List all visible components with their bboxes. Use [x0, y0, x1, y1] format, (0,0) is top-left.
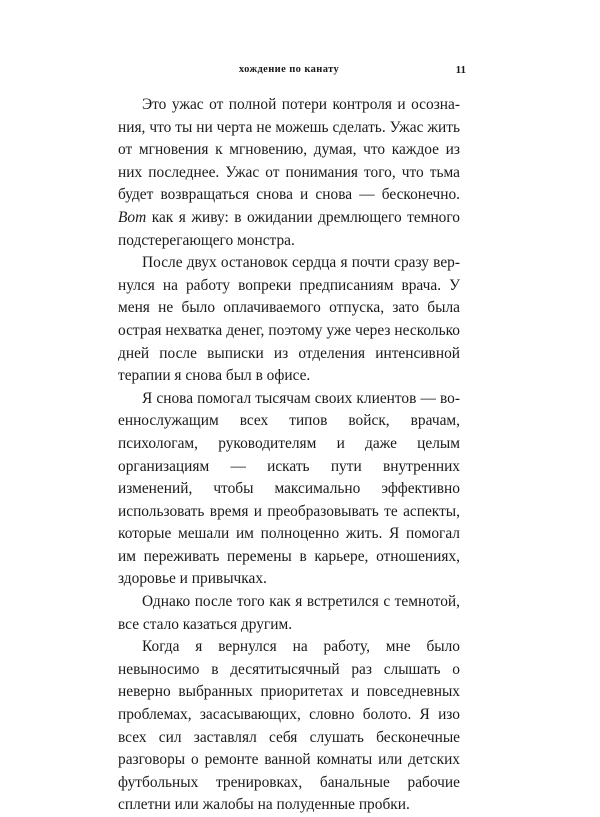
paragraph-2: После двух остановок сердца я почти сразу вернулся на работу вопреки предписаниям врача. У меня не было оплачиваемого отпуска, зато была острая нехватка денег, поэтому уже через несколько дней после выписки из отделения интенсивной терапии я снова был в офисе.: [118, 254, 460, 385]
paragraph-1-part-2: как я живу: в ожидании дремлющего темного подстерегающего монстра.: [118, 208, 460, 249]
paragraph-1-emphasis: Вот: [118, 208, 147, 226]
paragraph-1: [118, 94, 460, 252]
running-title: хождение по канату: [238, 64, 340, 75]
page-number: 11: [455, 64, 466, 76]
paragraph-5: Когда я вернулся на работу, мне было невыносимо в десятитысячный раз слышать о неверно выбранных приоритетах и повседневных проблемах, засасывающих, словно болото. Я изо всех сил заставлял себя слушать бесконечные разговоры о ремонте ванной комнаты или детских футбольных тренировках, банальные рабочие сплетни или жалобы на полуденные пробки.: [118, 638, 460, 814]
paragraph-4: Однако после того как я встретился с темнотой, все стало казаться другим.: [118, 593, 460, 633]
running-head: [118, 62, 466, 78]
paragraph-1-part-1: Это ужас от полной потери контроля и осознания, что ты ни черта не можешь сделать. Ужас жить от мгновения к мгновению, думая, что каждое из них последнее. Ужас от понимания того, что тьма будет возвращаться снова и снова — бесконечно.: [118, 96, 460, 204]
body-text: [118, 94, 460, 817]
paragraph-3: Я снова помогал тысячам своих клиентов — военнослужащим всех типов войск, врачам, психологам, руководителям и даже целым организациям — искать пути внутренних изменений, чтобы максимально эффективно использовать время и преобразовывать те аспекты, которые мешали им полноценно жить. Я помогал им переживать перемены в карьере, отношениях, здоровье и привычках.: [118, 389, 460, 588]
